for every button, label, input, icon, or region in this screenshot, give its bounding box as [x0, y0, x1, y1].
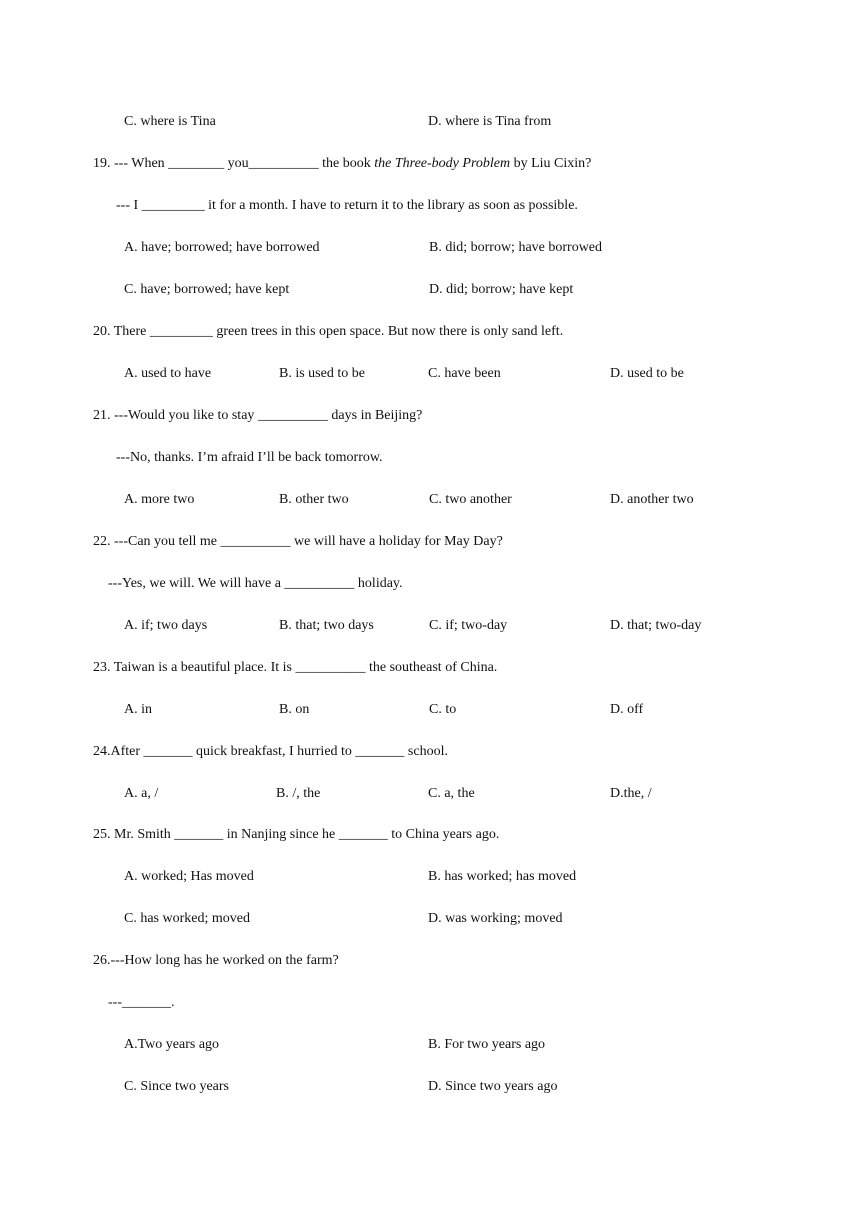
q19-option-c: C. have; borrowed; have kept	[124, 282, 290, 297]
q26-option-d: D. Since two years ago	[428, 1079, 558, 1094]
q25-option-d: D. was working; moved	[428, 911, 563, 926]
q24-question: 24.After _______ quick breakfast, I hurried to _______ school.	[93, 744, 448, 759]
q19-option-a: A. have; borrowed; have borrowed	[124, 240, 320, 255]
q25-option-c: C. has worked; moved	[124, 911, 250, 926]
q24-option-b: B. /, the	[276, 786, 321, 801]
q25-option-a: A. worked; Has moved	[124, 869, 254, 884]
q22-option-b: B. that; two days	[279, 618, 374, 633]
q21-option-c: C. two another	[429, 492, 512, 507]
q22-dialogue-answer: ---Yes, we will. We will have a __________ holiday.	[108, 576, 403, 591]
q20-question: 20. There _________ green trees in this open space. But now there is only sand left.	[93, 324, 564, 339]
q21-dialogue-answer: ---No, thanks. I’m afraid I’ll be back tomorrow.	[116, 450, 383, 465]
q22-question: 22. ---Can you tell me __________ we will have a holiday for May Day?	[93, 534, 503, 549]
q21-question: 21. ---Would you like to stay __________ days in Beijing?	[93, 408, 423, 423]
q25-question: 25. Mr. Smith _______ in Nanjing since he _______ to China years ago.	[93, 827, 500, 842]
q20-option-a: A. used to have	[124, 366, 212, 381]
q21-option-a: A. more two	[124, 492, 195, 507]
q19-dialogue-answer: --- I _________ it for a month. I have to return it to the library as soon as possible.	[116, 198, 578, 213]
q26-dialogue-answer: ---_______.	[108, 995, 175, 1010]
q20-option-b: B. is used to be	[279, 366, 365, 381]
q22-option-d: D. that; two-day	[610, 618, 702, 633]
q23-question: 23. Taiwan is a beautiful place. It is __________ the southeast of China.	[93, 660, 498, 675]
q22-option-a: A. if; two days	[124, 618, 208, 633]
q22-option-c: C. if; two-day	[429, 618, 508, 633]
q23-option-a: A. in	[124, 702, 152, 717]
q20-option-d: D. used to be	[610, 366, 684, 381]
q24-option-a: A. a, /	[124, 786, 159, 801]
q23-option-c: C. to	[429, 702, 457, 717]
q24-option-d: D.the, /	[610, 786, 652, 801]
q19-option-b: B. did; borrow; have borrowed	[429, 240, 603, 255]
q21-option-b: B. other two	[279, 492, 349, 507]
q19-question-end: by Liu Cixin?	[510, 156, 592, 171]
q26-option-a: A.Two years ago	[124, 1037, 220, 1052]
q26-option-c: C. Since two years	[124, 1079, 229, 1094]
q25-option-b: B. has worked; has moved	[428, 869, 577, 884]
q18-option-d: D. where is Tina from	[428, 114, 552, 129]
q19-option-d: D. did; borrow; have kept	[429, 282, 574, 297]
q18-option-c: C. where is Tina	[124, 114, 216, 129]
q19-question-start: 19. --- When ________ you__________ the book	[93, 156, 375, 171]
q24-option-c: C. a, the	[428, 786, 475, 801]
q19-question	[93, 155, 591, 173]
q19-book-title: the Three-body Problem	[374, 156, 511, 171]
q23-option-d: D. off	[610, 702, 644, 717]
q26-option-b: B. For two years ago	[428, 1037, 546, 1052]
q23-option-b: B. on	[279, 702, 310, 717]
q26-question: 26.---How long has he worked on the farm?	[93, 953, 339, 968]
q20-option-c: C. have been	[428, 366, 501, 381]
q21-option-d: D. another two	[610, 492, 694, 507]
